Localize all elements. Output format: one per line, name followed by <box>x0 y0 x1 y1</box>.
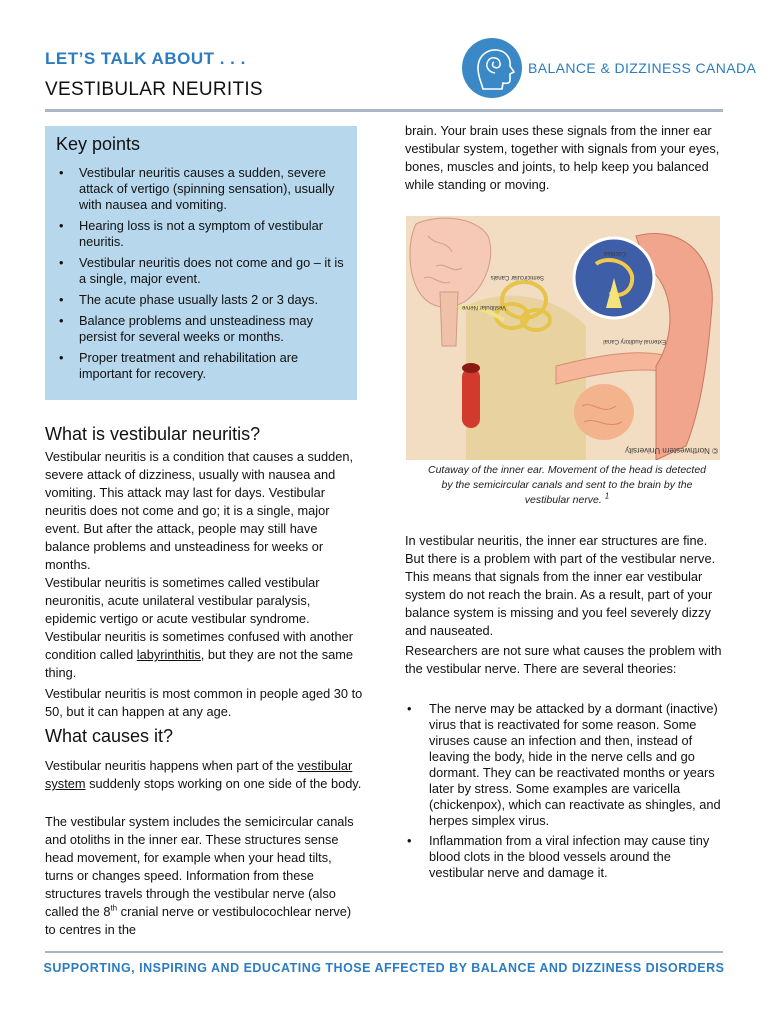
text-span: The vestibular system includes the semicircular canals and otoliths in the inner ear. These structures sense head movement, for example when your head tilts, turns or changes speed. Information from these structures travels through the vestibular nerve (also called the 8 <box>45 814 354 919</box>
key-point-item: • Vestibular neuritis causes a sudden, severe attack of vertigo (spinning sensation), usually with nausea and vomiting. <box>45 165 357 213</box>
causes-paragraph-2 <box>45 813 363 939</box>
what-is-paragraph-1: Vestibular neuritis is a condition that causes a sudden, severe attack of dizziness, usually with nausea and vomiting. This attack may last for days. Vestibular neuritis does not come and go; it is a single, major event. But after the attack, people may still have balance problems and unsteadiness for weeks or months. <box>45 449 354 572</box>
key-point-item: • Hearing loss is not a symptom of vestibular neuritis. <box>45 218 357 250</box>
section-heading-causes: What causes it? <box>45 726 174 746</box>
section-heading-what-is: What is vestibular neuritis? <box>45 424 261 444</box>
key-points-title: Key points <box>56 134 141 154</box>
key-points-box <box>45 126 357 400</box>
figure-label-semicircular-canals: Semicircular Canals <box>490 274 544 280</box>
header-divider <box>45 109 723 112</box>
right-column-paragraph-3: Researchers are not sure what causes the problem with the vestibular nerve. There are several theories: <box>405 643 722 676</box>
text-span: Cutaway of the inner ear. Movement of the head is detected by the semicircular canals and sent to the brain by the vestibular nerve. <box>427 464 707 506</box>
key-point-item: • The acute phase usually lasts 2 or 3 days. <box>45 292 357 308</box>
text-span: cranial nerve or vestibulocochlear nerve) to centres in the <box>45 904 352 937</box>
key-point-item: • Proper treatment and rehabilitation are important for recovery. <box>45 350 357 382</box>
series-kicker: LET’S TALK ABOUT . . . <box>45 49 246 68</box>
figure-label-cochlea: Cochlea <box>603 250 626 256</box>
head-profile-swirl-icon <box>461 37 523 99</box>
text-span: , but they are not the same thing. <box>45 647 354 680</box>
key-point-item: • Balance problems and unsteadiness may persist for several weeks or months. <box>45 313 357 345</box>
causes-paragraph-1 <box>45 757 363 793</box>
footer-tagline: SUPPORTING, INSPIRING AND EDUCATING THOSE AFFECTED BY BALANCE AND DIZZINESS DISORDERS <box>43 961 725 975</box>
key-point-item: • Vestibular neuritis does not come and go – it is a single, major event. <box>45 255 357 287</box>
what-is-paragraph-2 <box>45 574 363 682</box>
vestibular-system-link[interactable]: vestibular system <box>45 758 353 791</box>
theory-item: • Inflammation from a viral infection may cause tiny blood clots in the blood vessels around the vestibular nerve and damage it. <box>405 833 723 881</box>
theories-list <box>405 701 723 885</box>
text-span: Vestibular neuritis happens when part of the <box>45 758 298 773</box>
what-is-paragraph-3: Vestibular neuritis is most common in people aged 30 to 50, but it can happen at any age. <box>45 686 363 719</box>
text-span: Vestibular neuritis is sometimes called vestibular neuronitis, acute unilateral vestibular paralysis, epidemic vertigo or acute vestibular syndrome. Vestibular neuritis is sometimes confused with another condition called <box>45 575 353 662</box>
footer-divider <box>45 951 723 953</box>
superscript: th <box>110 903 118 913</box>
key-points-list <box>45 165 357 387</box>
labyrinthitis-link[interactable]: labyrinthitis <box>136 647 201 662</box>
inner-ear-illustration <box>406 216 720 460</box>
figure-caption <box>426 463 708 508</box>
right-column-paragraph-1: brain. Your brain uses these signals from the inner ear vestibular system, together with signals from your eyes, bones, muscles and joints, to help keep you balanced while standing or moving. <box>405 123 720 192</box>
footnote-marker: 1 <box>604 491 610 501</box>
figure-copyright: © Northwestern University <box>624 446 718 455</box>
figure-label-vestibular-nerve: Vestibular Nerve <box>461 304 506 310</box>
theory-item: • The nerve may be attacked by a dormant (inactive) virus that is reactivated for some reason. Some viruses cause an infection and then, instead of leaving the body, hide in the nerve cells and go dormant. They can be reactivated months or years later by stress. Some examples are varicella (chickenpox), which can reactivate as shingles, and herpes simplex virus. <box>405 701 723 829</box>
inner-ear-drawing <box>406 216 720 460</box>
figure-label-external-auditory-canal: External Auditory Canal <box>603 338 666 344</box>
right-column-paragraph-2: In vestibular neuritis, the inner ear structures are fine. But there is a problem with part of the vestibular nerve. This means that signals from the inner ear vestibular system do not reach the brain. As a result, part of your balance system is missing and you feel severely dizzy and nauseated. <box>405 533 716 638</box>
organization-name: BALANCE & DIZZINESS CANADA <box>528 60 757 76</box>
page-title: VESTIBULAR NEURITIS <box>45 79 263 100</box>
text-span: suddenly stops working on one side of the body. <box>85 776 362 791</box>
